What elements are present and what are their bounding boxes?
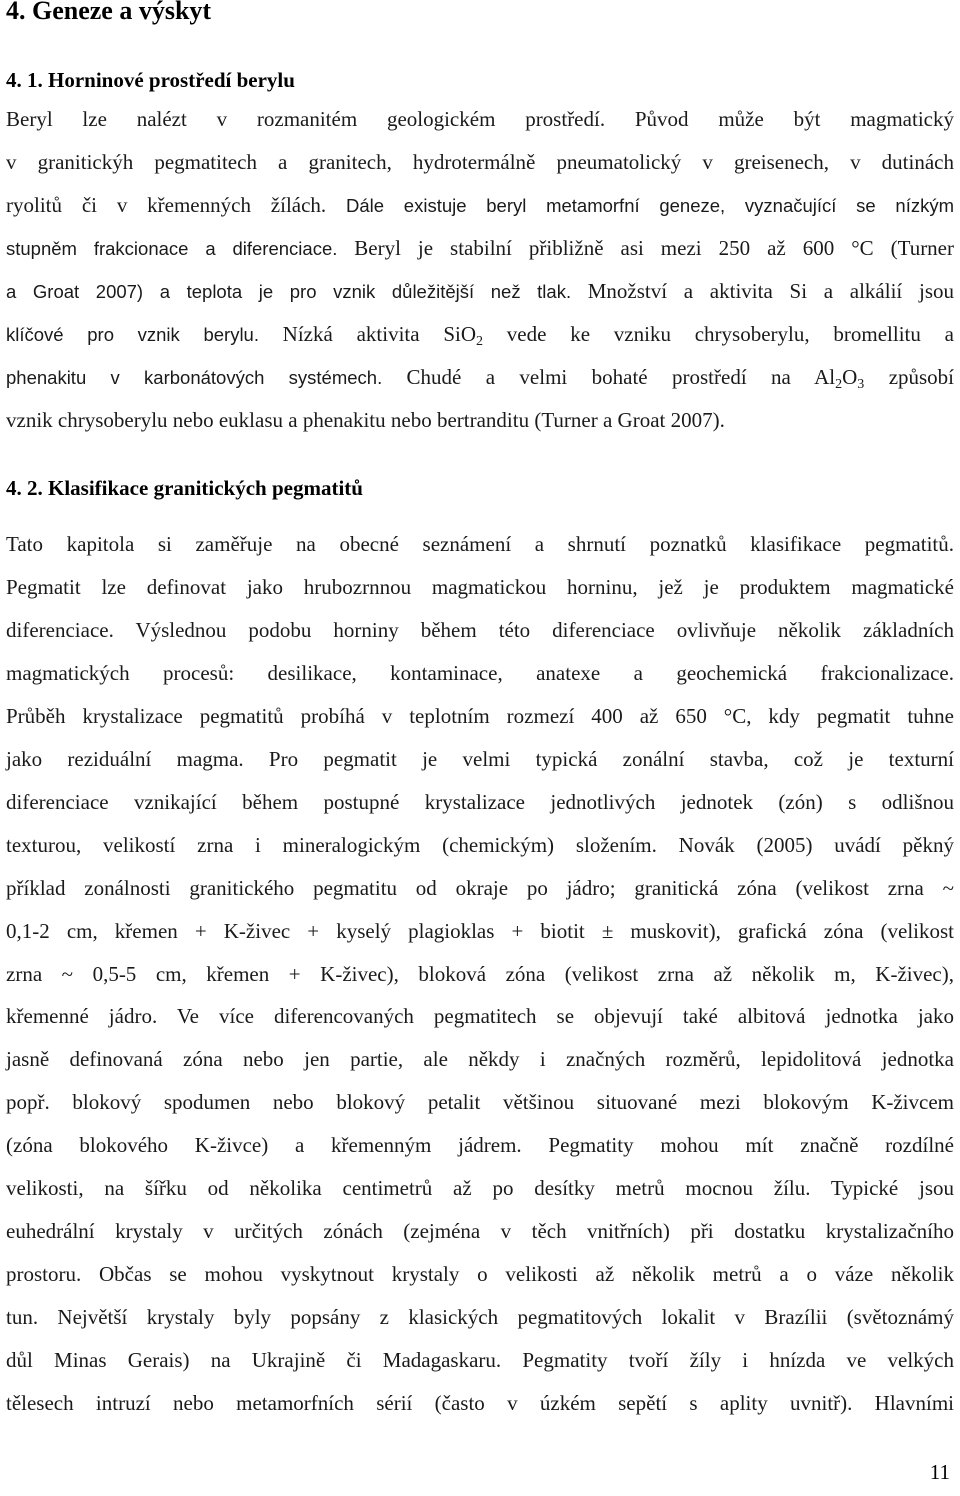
text-line: křemenné jádro. Ve více diferencovaných pegmatitech se objevují také albitová jednotka jako bbox=[6, 1004, 954, 1029]
section-heading-1: 4. 1. Horninové prostředí berylu bbox=[6, 68, 295, 92]
page-number: 11 bbox=[929, 1460, 950, 1484]
text-line bbox=[6, 104, 954, 134]
subscript: 3 bbox=[857, 377, 865, 392]
text-run: Dále existuje beryl metamorfní geneze, vyznačující se nízkým bbox=[346, 195, 954, 216]
text-run: klíčové pro vznik berylu. bbox=[6, 324, 283, 345]
text-line: euhedrální krystaly v určitých zónách (zejména v těch vnitřních) při dostatku krystalizačního bbox=[6, 1219, 954, 1244]
text-line bbox=[6, 405, 954, 435]
text-run: Množství a aktivita Si a alkálií jsou bbox=[587, 279, 954, 303]
text-line bbox=[6, 362, 954, 392]
text-run: O bbox=[842, 365, 858, 389]
text-line: Tato kapitola si zaměřuje na obecné seznámení a shrnutí poznatků klasifikace pegmatitů. bbox=[6, 532, 954, 556]
text-line: tělesech intruzí nebo metamorfních sérií (často v úzkém sepětí s aplity uvnitř). Hlavními bbox=[6, 1391, 954, 1415]
section-heading-2: 4. 2. Klasifikace granitických pegmatitů bbox=[6, 476, 363, 500]
text-line: popř. blokový spodumen nebo blokový petalit většinou situované mezi blokovým K-živcem bbox=[6, 1090, 954, 1115]
text-line: Průběh krystalizace pegmatitů probíhá v teplotním rozmezí 400 až 650 °C, kdy pegmatit tuhne bbox=[6, 703, 954, 728]
text-line bbox=[6, 233, 954, 263]
chapter-heading: 4. Geneze a výskyt bbox=[6, 0, 212, 25]
text-run: způsobí bbox=[864, 365, 955, 389]
text-line: diferenciace. Výslednou podobu horniny během této diferenciace ovlivňuje několik základních bbox=[6, 617, 954, 642]
text-line: 0,1-2 cm, křemen + K-živec + kyselý plagioklas + biotit ± muskovit), grafická zóna (velikost bbox=[6, 918, 954, 943]
text-run: Nízká aktivita SiO bbox=[282, 322, 477, 346]
text-run: Beryl lze nalézt v rozmanitém geologickém prostředí. Původ může být magmatický bbox=[6, 107, 954, 131]
text-run: phenakitu v karbonátových systémech. bbox=[6, 367, 407, 388]
text-run: v granitickýh pegmatitech a granitech, hydrotermálně pneumatolický v greisenech, v dutinách bbox=[6, 150, 954, 174]
text-line: zrna ~ 0,5-5 cm, křemen + K-živec), bloková zóna (velikost zrna až několik m, K-živec), bbox=[6, 961, 954, 986]
text-line: magmatických procesů: desilikace, kontaminace, anatexe a geochemická frakcionalizace. bbox=[6, 660, 954, 685]
text-line: důl Minas Gerais) na Ukrajině či Madagaskaru. Pegmatity tvoří žíly i hnízda ve velkých bbox=[6, 1348, 954, 1373]
text-line: Pegmatit lze definovat jako hrubozrnnou magmatickou horninu, jež je produktem magmatické bbox=[6, 574, 954, 599]
text-run: Chudé a velmi bohaté prostředí na Al bbox=[406, 365, 836, 389]
text-run: vede ke vzniku chrysoberylu, bromellitu a bbox=[483, 322, 954, 346]
text-line: prostoru. Občas se mohou vyskytnout krystaly o velikosti až několik metrů a o váze několik bbox=[6, 1262, 954, 1287]
subscript: 2 bbox=[476, 334, 484, 349]
text-line: texturou, velikostí zrna i mineralogickým (chemickým) složením. Novák (2005) uvádí pěkný bbox=[6, 832, 954, 857]
text-run: Beryl je stabilní přibližně asi mezi 250 až 600 °C (Turner bbox=[354, 236, 954, 260]
text-line: jako reziduální magma. Pro pegmatit je velmi typická zonální stavba, což je texturní bbox=[6, 746, 954, 771]
text-line bbox=[6, 276, 954, 306]
subscript: 2 bbox=[835, 377, 843, 392]
text-line bbox=[6, 190, 954, 220]
text-run: a Groat 2007) a teplota je pro vznik důležitější než tlak. bbox=[6, 281, 588, 302]
text-line: jasně definovaná zóna nebo jen partie, ale někdy i značných rozměrů, lepidolitová jednotka bbox=[6, 1047, 954, 1072]
text-run: vznik chrysoberylu nebo euklasu a phenakitu nebo bertranditu (Turner a Groat 2007). bbox=[6, 408, 725, 432]
text-line: diferenciace vznikající během postupné krystalizace jednotlivých jednotek (zón) s odlišnou bbox=[6, 789, 954, 814]
text-line bbox=[6, 319, 954, 349]
text-line: velikosti, na šířku od několika centimetrů až po desítky metrů mocnou žílu. Typické jsou bbox=[6, 1176, 954, 1201]
text-line: příklad zonálnosti granitického pegmatitu od okraje po jádro; granitická zóna (velikost zrna ~ bbox=[6, 875, 954, 900]
text-line bbox=[6, 147, 954, 177]
text-line: tun. Největší krystaly byly popsány z klasických pegmatitových lokalit v Brazílii (světoznámý bbox=[6, 1305, 954, 1330]
text-run: ryolitů či v křemenných žílách. bbox=[6, 193, 347, 217]
text-line: (zóna blokového K-živce) a křemenným jádrem. Pegmatity mohou mít značně rozdílné bbox=[6, 1133, 954, 1158]
text-run: stupněm frakcionace a diferenciace. bbox=[6, 238, 355, 259]
